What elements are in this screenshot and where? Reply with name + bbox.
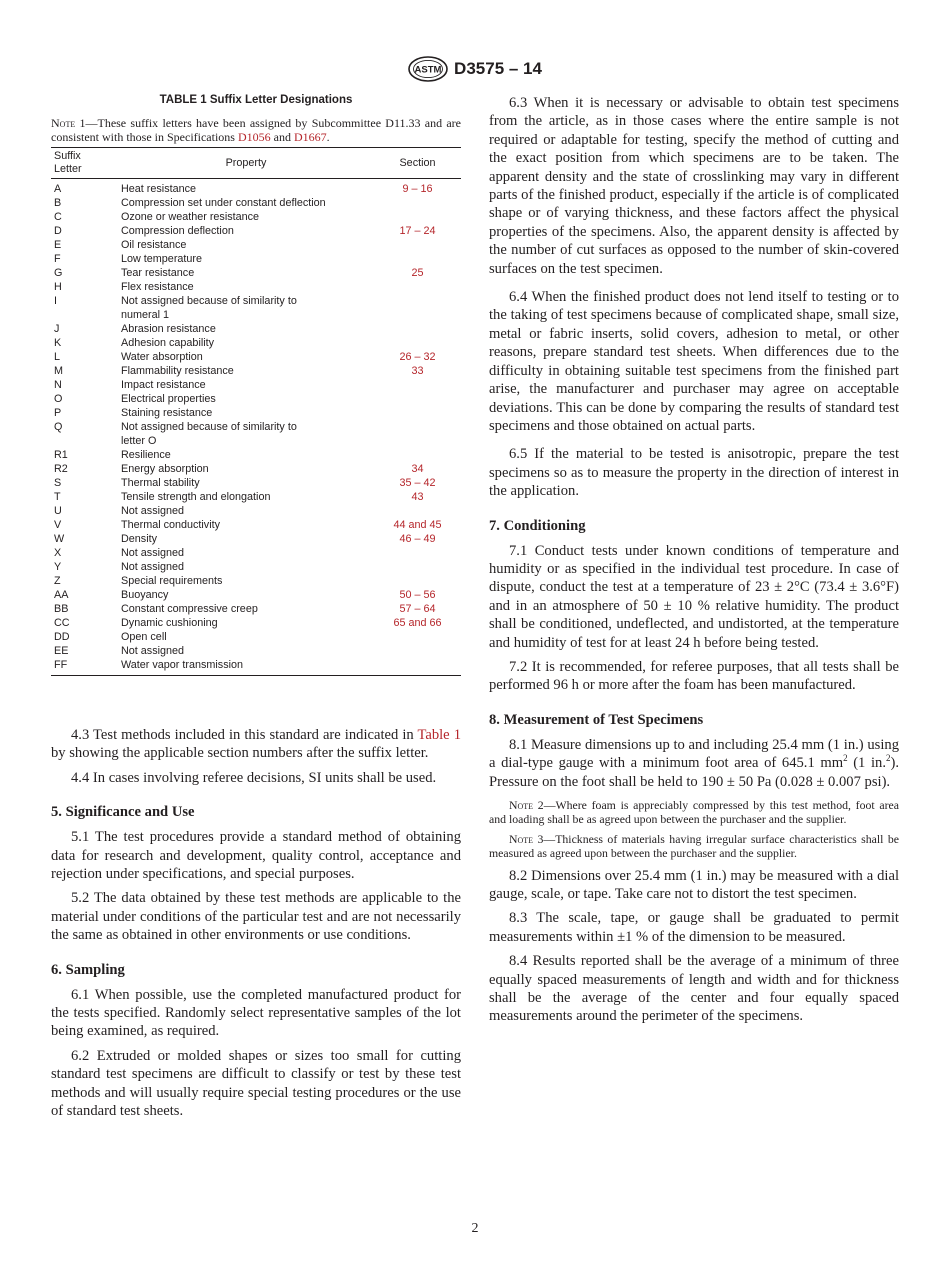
suffix-letter: Q <box>54 421 63 433</box>
para-7-2: 7.2 It is recommended, for referee purposes, that all tests shall be performed 96 h or more after the foam has been manufactured. <box>489 658 899 694</box>
suffix-letter: U <box>54 505 62 517</box>
property-cell: Flammability resistance <box>121 365 234 377</box>
suffix-table <box>51 147 461 676</box>
table-row <box>51 420 461 448</box>
note-3: Note 3—Thickness of materials having irregular surface characteristics shall be measured as agreed upon between the purchaser and the supplier. <box>489 831 900 860</box>
section-cell[interactable]: 26 – 32 <box>399 351 436 363</box>
table-row <box>51 210 461 224</box>
section-cell <box>371 630 461 644</box>
property-cell: Staining resistance <box>121 407 213 419</box>
property-cell: Not assigned <box>121 561 185 573</box>
suffix-letter: M <box>54 365 63 377</box>
property-cell: Electrical properties <box>121 393 216 405</box>
section-cell <box>371 196 461 210</box>
table-row <box>51 224 461 238</box>
section-cell <box>371 392 461 406</box>
suffix-letter: J <box>54 323 60 335</box>
property-cell: Abrasion resistance <box>121 323 216 335</box>
table-row <box>51 602 461 616</box>
table-row <box>51 490 461 504</box>
suffix-letter: E <box>54 239 62 251</box>
section-cell <box>371 378 461 392</box>
link-d1667[interactable]: D1667 <box>293 130 327 144</box>
property-cell: Special requirements <box>121 575 223 587</box>
suffix-letter: H <box>54 281 62 293</box>
table-row <box>51 196 461 210</box>
property-cell: Heat resistance <box>121 183 197 195</box>
section-cell <box>371 280 461 294</box>
section-cell[interactable]: 17 – 24 <box>399 225 436 237</box>
header-property: Property <box>118 148 371 179</box>
document-id: D3575 – 14 <box>454 59 542 78</box>
table-row <box>51 462 461 476</box>
para-5-1: 5.1 The test procedures provide a standard method of obtaining data for research and development, quality control, acceptance and rejection under specifications, and special purposes. <box>51 829 461 883</box>
suffix-letter: BB <box>54 603 69 615</box>
property-cell: Low temperature <box>121 253 203 265</box>
table-row <box>51 294 461 322</box>
table-row <box>51 179 461 197</box>
table-body <box>51 179 461 676</box>
suffix-letter: W <box>54 533 65 545</box>
suffix-letter: G <box>54 267 63 279</box>
table-row <box>51 504 461 518</box>
table-row <box>51 406 461 420</box>
astm-logo-icon <box>408 56 448 82</box>
table-row <box>51 266 461 280</box>
table-row <box>51 238 461 252</box>
section-cell <box>371 658 461 676</box>
suffix-letter: R1 <box>54 449 68 461</box>
property-cell: Energy absorption <box>121 463 209 475</box>
table-row <box>51 378 461 392</box>
table-row <box>51 532 461 546</box>
header-section: Section <box>371 148 461 179</box>
suffix-letter: I <box>54 295 57 307</box>
section-cell <box>371 406 461 420</box>
section-cell <box>371 448 461 462</box>
section-7-heading: 7. Conditioning <box>489 517 586 534</box>
section-6-heading: 6. Sampling <box>51 961 125 978</box>
suffix-letter: CC <box>54 617 70 629</box>
property-cell: Density <box>121 533 158 545</box>
page-header <box>0 56 950 82</box>
link-d1056[interactable]: D1056 <box>237 130 271 144</box>
para-6-4: 6.4 When the finished product does not lend itself to testing or to the taking of test specimens because of complicated shape, small size, metal or fabric inserts, solid covers, adhesion to metal, or other reasons, prepare standard test sheets. When differences due to the difficulty in obtaining suitable test specimens from the finished part arise, the manufacturer and purchaser may agree on acceptable deviations. This can be done by comparing the results of standard test specimens and those obtained on actual parts. <box>489 289 899 434</box>
section-cell[interactable]: 34 <box>411 463 424 475</box>
para-8-1: 8.1 Measure dimensions up to and including 25.4 mm (1 in.) using a dial-type gauge with a minimum foot area of 645.1 $mm^2$ (1 in.$^2$). Pressure on the foot shall be held to 190 ± 50 Pa (0.028 ± 0.007 psi). <box>489 736 899 790</box>
property-cell: Dynamic cushioning <box>121 617 218 629</box>
section-cell[interactable]: 43 <box>411 491 424 503</box>
para-6-3: 6.3 When it is necessary or advisable to obtain test specimens from the article, as in those cases where the entire sample is not required or adaptable for testing, specify the method of cutting and the exact position from which specimens are to be taken. The apparent density and the state of crosslinking may vary in different parts of the finished product, especially if the article is of complicated shape or of varying thickness, and these factors affect the physical properties of the specimens. Also, the apparent density is affected by the number of cut surfaces as opposed to the number of skin-covered surfaces on the test specimen. <box>489 95 899 277</box>
suffix-letter: T <box>54 491 61 503</box>
para-6-2: 6.2 Extruded or molded shapes or sizes too small for cutting standard test specimens are difficult to classify or test by these test methods and will usually require special testing procedures or the use of standard test sheets. <box>51 1047 461 1120</box>
suffix-letter: AA <box>54 589 69 601</box>
para-8-3: 8.3 The scale, tape, or gauge shall be graduated to permit measurements within ±1 % of the dimension to be measured. <box>489 910 899 945</box>
para-7-1: 7.1 Conduct tests under known conditions of temperature and humidity or as specified in the individual test procedure. In case of dispute, conduct the test at a temperature of 23 ± 2°C (73.4 ± 3.6°F) and in an atmosphere of 50 ± 10 % relative humidity. The product shall be conditioned, undeflected, and undistorted, at the temperature and humidity of test for at least 24 h before being tested. <box>489 542 899 651</box>
suffix-letter: K <box>54 337 62 349</box>
property-cell: Not assigned <box>121 645 185 657</box>
suffix-letter: Y <box>54 561 62 573</box>
table-row <box>51 364 461 378</box>
table-title: TABLE 1 Suffix Letter Designations <box>159 94 353 106</box>
suffix-letter: Z <box>54 575 61 587</box>
section-cell[interactable]: 46 – 49 <box>399 533 436 545</box>
table-row <box>51 392 461 406</box>
property-cell: Not assigned <box>121 505 185 517</box>
property-cell: Adhesion capability <box>121 337 215 349</box>
section-cell[interactable]: 65 and 66 <box>393 617 442 629</box>
section-5-heading: 5. Significance and Use <box>51 804 195 821</box>
section-8-heading: 8. Measurement of Test Specimens <box>489 711 704 728</box>
suffix-letter: X <box>54 547 62 559</box>
property-cell: Not assigned because of similarity to numeral 1 <box>121 295 297 321</box>
left-column <box>51 94 461 1127</box>
table-row <box>51 630 461 644</box>
section-cell <box>371 574 461 588</box>
header-suffix-letter: Suffix Letter <box>51 148 118 179</box>
page-number: 2 <box>471 1221 479 1236</box>
suffix-letter: L <box>54 351 61 363</box>
section-cell <box>371 210 461 224</box>
suffix-letter: P <box>54 407 62 419</box>
para-6-5: 6.5 If the material to be tested is anisotropic, prepare the test specimens so as to measure the property in the direction of interest in the application. <box>489 446 899 500</box>
table-row <box>51 476 461 490</box>
suffix-letter: A <box>54 183 62 195</box>
suffix-letter: O <box>54 393 63 405</box>
property-cell: Compression deflection <box>121 225 234 237</box>
property-cell: Not assigned because of similarity to letter O <box>121 421 297 447</box>
property-cell: Not assigned <box>121 547 185 559</box>
suffix-letter: F <box>54 253 61 265</box>
para-8-4: 8.4 Results reported shall be the average of a minimum of three equally spaced measurements of length and width and for thickness shall be the average of the center and four equally spaced measurements around the perimeter of the specimens. <box>489 953 899 1025</box>
section-cell <box>371 504 461 518</box>
para-4-3: 4.3 Test methods included in this standard are indicated in Table 1 by showing the applicable section numbers after the suffix letter. <box>51 727 461 762</box>
property-cell: Tensile strength and elongation <box>121 491 271 503</box>
section-cell <box>371 560 461 574</box>
table-row <box>51 322 461 336</box>
suffix-letter: S <box>54 477 62 489</box>
property-cell: Thermal stability <box>121 477 200 489</box>
svg-text:ASTM: ASTM <box>414 64 442 76</box>
property-cell: Thermal conductivity <box>121 519 221 531</box>
para-6-1: 6.1 When possible, use the completed manufactured product for the tests specified. Randomly select representative samples of the lot being examined, as required. <box>51 986 461 1040</box>
property-cell: Tear resistance <box>121 267 195 279</box>
suffix-letter: B <box>54 197 62 209</box>
section-cell[interactable]: 50 – 56 <box>399 589 436 601</box>
suffix-letter: N <box>54 379 62 391</box>
note-label: Note 1 <box>51 116 86 130</box>
para-8-2: 8.2 Dimensions over 25.4 mm (1 in.) may be measured with a dial gauge, scale, or tape. Take care not to distort the test specimen. <box>489 867 899 903</box>
table-row <box>51 560 461 574</box>
section-cell <box>371 252 461 266</box>
section-cell <box>371 294 461 322</box>
section-cell[interactable]: 33 <box>411 365 424 377</box>
right-column <box>489 94 899 1032</box>
suffix-letter: D <box>54 225 62 237</box>
property-cell: Water absorption <box>121 351 203 363</box>
table-row <box>51 616 461 630</box>
property-cell: Impact resistance <box>121 379 206 391</box>
section-cell[interactable]: 35 – 42 <box>399 477 436 489</box>
section-cell <box>371 644 461 658</box>
property-cell: Resilience <box>121 449 171 461</box>
section-cell <box>371 336 461 350</box>
section-cell[interactable]: 25 <box>411 267 424 279</box>
table-row <box>51 448 461 462</box>
suffix-letter: FF <box>54 659 68 671</box>
section-cell <box>371 322 461 336</box>
table-row <box>51 644 461 658</box>
table-row <box>51 280 461 294</box>
section-cell[interactable]: 57 – 64 <box>399 603 436 615</box>
suffix-letter: C <box>54 211 62 223</box>
table-row <box>51 658 461 676</box>
suffix-letter: R2 <box>54 463 68 475</box>
para-4-4: 4.4 In cases involving referee decisions, SI units shall be used. <box>71 769 437 786</box>
section-cell[interactable]: 9 – 16 <box>402 183 433 195</box>
suffix-letter: V <box>54 519 62 531</box>
property-cell: Flex resistance <box>121 281 194 293</box>
table-row <box>51 588 461 602</box>
section-cell <box>371 238 461 252</box>
suffix-letter: DD <box>54 631 70 643</box>
property-cell: Ozone or weather resistance <box>121 211 260 223</box>
section-cell <box>371 546 461 560</box>
table-note-1: Note 1—These suffix letters have been assigned by Subcommittee D11.33 and are consistent with those in Specifications D1056 and D1667. <box>51 116 461 144</box>
table-row <box>51 252 461 266</box>
note-2: Note 2—Where foam is appreciably compressed by this test method, foot area and loading shall be as agreed upon between the purchaser and the supplier. <box>489 798 899 826</box>
table-row <box>51 546 461 560</box>
property-cell: Buoyancy <box>121 589 169 601</box>
property-cell: Compression set under constant deflection <box>121 197 326 209</box>
property-cell: Oil resistance <box>121 239 187 251</box>
section-cell <box>371 420 461 448</box>
property-cell: Constant compressive creep <box>121 603 258 615</box>
table-row <box>51 518 461 532</box>
table-header-row <box>51 148 461 179</box>
table-row <box>51 574 461 588</box>
table-row <box>51 350 461 364</box>
suffix-letter: EE <box>54 645 69 657</box>
link-table-1[interactable]: Table 1 <box>417 727 461 743</box>
property-cell: Water vapor transmission <box>121 659 244 671</box>
para-5-2: 5.2 The data obtained by these test methods are applicable to the material under conditions of the particular test and are not necessarily the same as obtained in other environments or use conditions. <box>51 890 461 944</box>
property-cell: Open cell <box>121 631 167 643</box>
section-cell[interactable]: 44 and 45 <box>393 519 442 531</box>
table-row <box>51 336 461 350</box>
